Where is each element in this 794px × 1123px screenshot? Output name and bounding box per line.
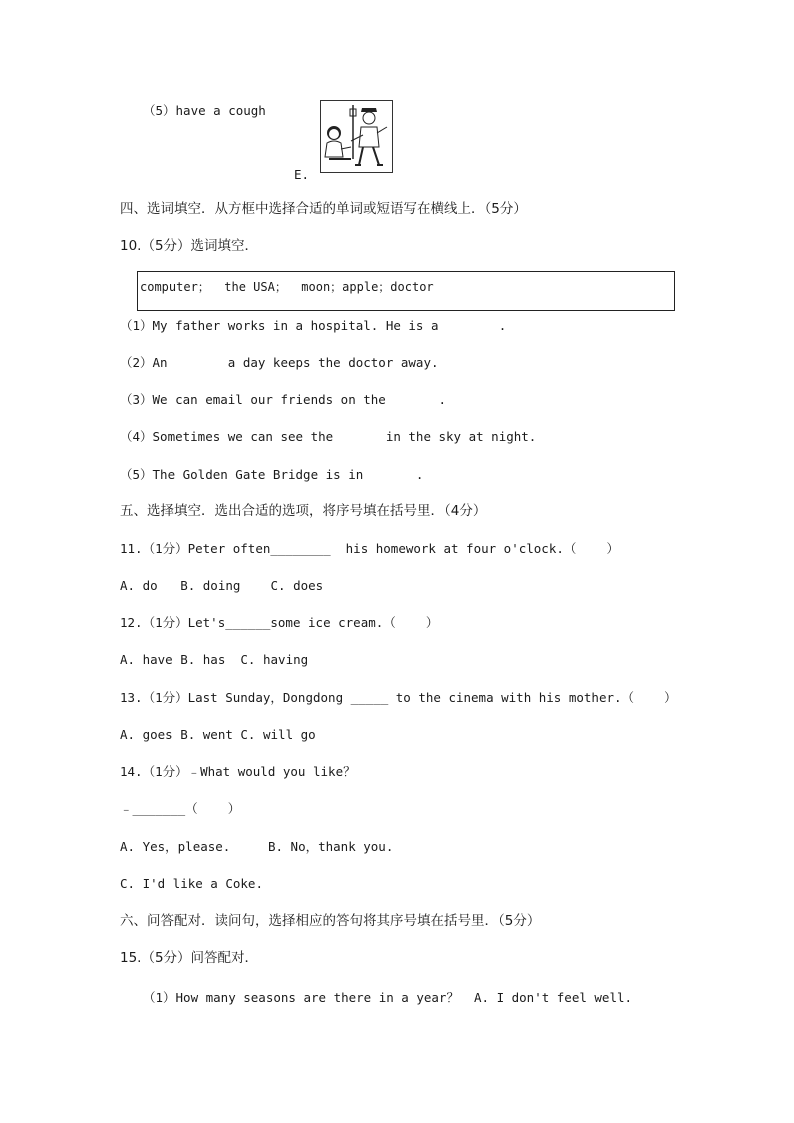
- item5-text: （5）have a cough: [143, 103, 266, 118]
- q10-item-5: （5）The Golden Gate Bridge is in .: [120, 467, 424, 482]
- q11: 11.（1分）Peter often________ his homework at four o'clock.（ ）: [120, 541, 619, 556]
- q12: 12.（1分）Let's______some ice cream.（ ）: [120, 615, 439, 630]
- q15-item-1: （1）How many seasons are there in a year？ A. I don't feel well.: [143, 990, 633, 1005]
- word-box: [137, 271, 675, 311]
- q12-options: A. have B. has C. having: [120, 652, 309, 667]
- q13-options: A. goes B. went C. will go: [120, 727, 316, 742]
- q10-item-4: （4）Sometimes we can see the in the sky at night.: [120, 429, 537, 444]
- q10-item-2: （2）An a day keeps the doctor away.: [120, 355, 439, 370]
- q14-blank: ﹣_______（ ）: [120, 801, 241, 816]
- q10-title: 10.（5分）选词填空．: [120, 238, 259, 254]
- section4-heading: 四、选词填空．从方框中选择合适的单词或短语写在横线上．（5分）: [120, 201, 527, 217]
- q13: 13.（1分）Last Sunday，Dongdong _____ to the cinema with his mother.（ ）: [120, 690, 677, 705]
- q11-options: A. do B. doing C. does: [120, 578, 324, 593]
- doctor-patient-icon: [321, 101, 392, 172]
- section6-heading: 六、问答配对．读问句，选择相应的答句将其序号填在括号里．（5分）: [120, 913, 541, 929]
- q14: 14.（1分）﹣What would you like？: [120, 764, 356, 779]
- q15-title: 15.（5分）问答配对．: [120, 950, 259, 966]
- q14-option-c: C. I'd like a Coke.: [120, 876, 263, 891]
- q10-item-3: （3）We can email our friends on the .: [120, 392, 447, 407]
- q14-options-ab: A. Yes，please. B. No，thank you.: [120, 839, 394, 854]
- word-box-text: computer； the USA； moon；apple；doctor: [140, 280, 434, 294]
- pic-letter: E.: [294, 167, 310, 182]
- q10-item-1: （1）My father works in a hospital. He is a .: [120, 318, 507, 333]
- section5-heading: 五、选择填空．选出合适的选项，将序号填在括号里．（4分）: [120, 503, 487, 519]
- doctor-patient-illustration: [320, 100, 393, 173]
